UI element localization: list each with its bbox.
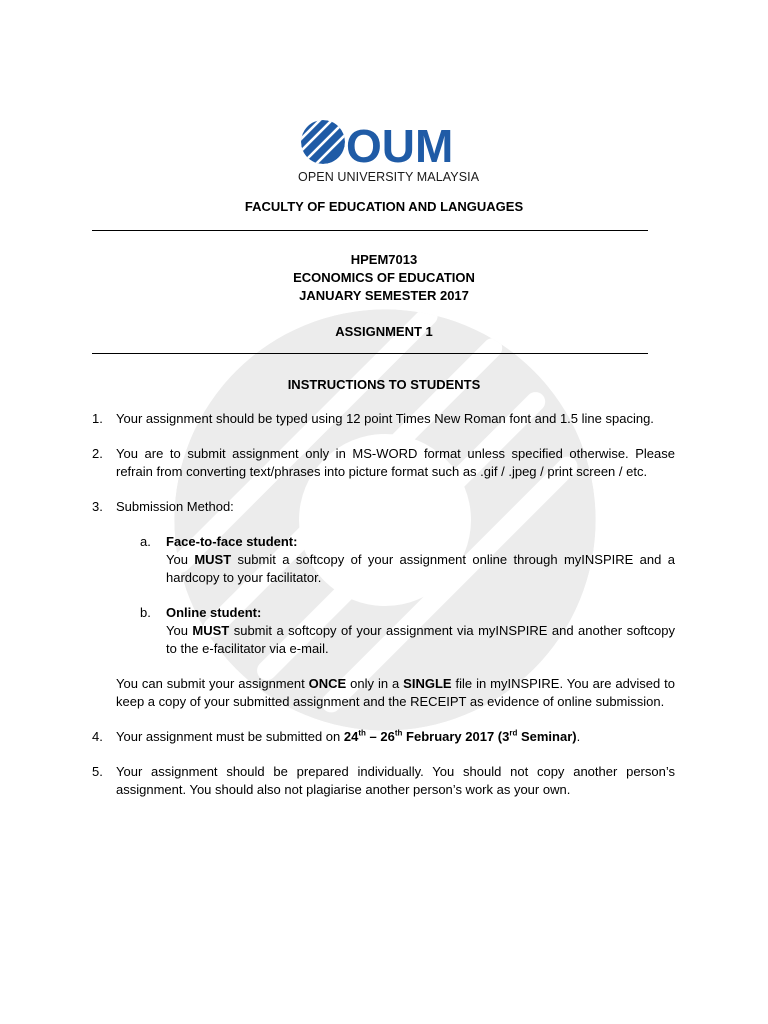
sub-item-letter: a. — [140, 534, 151, 549]
item-text: Your assignment should be typed using 12 point Times New Roman font and 1.5 line spacing. — [116, 411, 654, 426]
semester: JANUARY SEMESTER 2017 — [299, 288, 469, 303]
sub-item-title: Face-to-face student: — [166, 534, 298, 549]
course-title: ECONOMICS OF EDUCATION — [293, 270, 475, 285]
item-number: 4. — [92, 729, 103, 744]
list-item — [92, 763, 675, 799]
list-item — [92, 498, 675, 516]
university-name: OPEN UNIVERSITY MALAYSIA — [298, 170, 480, 184]
logo-wordmark: OUM — [346, 120, 454, 172]
divider-bottom — [92, 353, 648, 354]
list-item — [92, 410, 675, 428]
item-text: You are to submit assignment only in MS-WORD format unless specified otherwise. Please refrain from converting text/phrases into picture format such as .gif / .jpeg / print screen / etc. — [116, 446, 675, 479]
item-number: 2. — [92, 446, 103, 461]
sub-item-letter: b. — [140, 605, 151, 620]
faculty-title: FACULTY OF EDUCATION AND LANGUAGES — [244, 199, 524, 214]
divider-top — [92, 230, 648, 231]
item-number: 3. — [92, 499, 103, 514]
sub-item-online — [92, 604, 675, 658]
course-code: HPEM7013 — [350, 252, 418, 267]
sub-item-face-to-face — [92, 533, 675, 587]
item-text: Submission Method: — [116, 499, 234, 514]
item-number: 5. — [92, 764, 103, 779]
sub-item-text: You MUST submit a softcopy of your assignment via myINSPIRE and another softcopy to the e-facilitator via e-mail. — [166, 623, 675, 656]
item-text: Your assignment should be prepared individually. You should not copy another person’s assignment. You should also not plagiarise another person’s work as your own. — [116, 764, 675, 797]
sub-item-text: You MUST submit a softcopy of your assignment online through myINSPIRE and a hardcopy to your facilitator. — [166, 552, 675, 585]
sub-item-title: Online student: — [166, 605, 262, 620]
assignment-title: ASSIGNMENT 1 — [335, 324, 433, 339]
item-text: Your assignment must be submitted on 24th – 26th February 2017 (3rd Seminar). — [116, 728, 581, 744]
submission-note: You can submit your assignment ONCE only in a SINGLE file in myINSPIRE. You are advised to keep a copy of your submitted assignment and the RECEIPT as evidence of online submission. — [116, 676, 675, 709]
item-number: 1. — [92, 411, 103, 426]
instructions-list — [92, 410, 675, 799]
instructions-title: INSTRUCTIONS TO STUDENTS — [287, 377, 481, 392]
list-item — [92, 445, 675, 481]
list-item — [92, 728, 675, 746]
